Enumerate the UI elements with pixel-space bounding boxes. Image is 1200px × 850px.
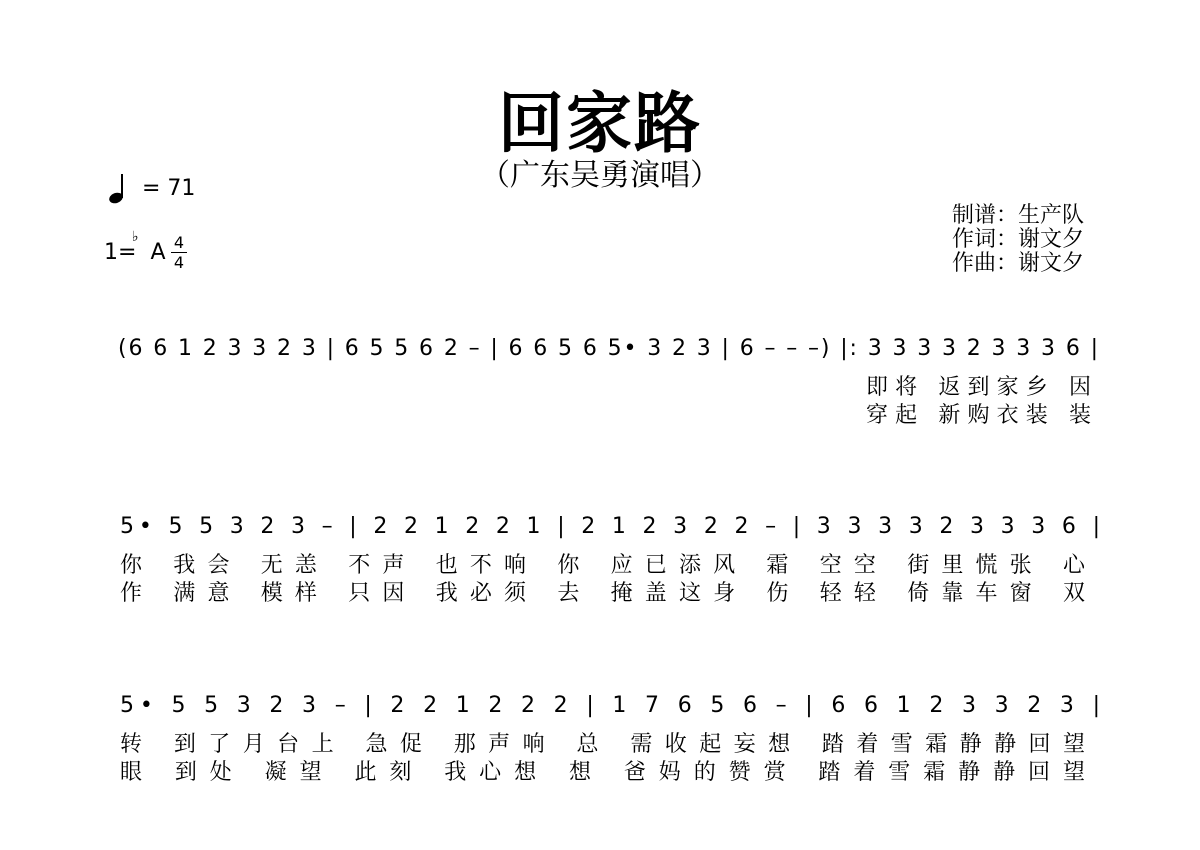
notation-row-3 (120, 693, 1100, 785)
key-prefix: 1= (104, 240, 137, 265)
credit-arranger: 制谱：生产队 (952, 203, 1085, 228)
credit-composer: 作曲：谢文夕 (952, 251, 1085, 276)
credit-lyricist: 作词：谢文夕 (952, 227, 1085, 252)
subtitle: （广东吴勇演唱） (480, 158, 720, 193)
lyric-line: 穿起 新购衣装 装 (866, 403, 1091, 428)
notation-row-2 (120, 514, 1100, 606)
flat-sign: ♭ (132, 229, 139, 245)
lyric-line: 转 到了月台上 急促 那声响 总 需收起妄想 踏着雪霜静静回望 (120, 732, 1086, 757)
page-title: 回家路 (498, 85, 702, 162)
time-signature-bottom: 4 (173, 253, 185, 272)
notation-row-1 (118, 336, 1098, 428)
lyric-line: 作 满意 模样 只因 我必须 去 掩盖这身 伤 轻轻 倚靠车窗 双 (120, 581, 1085, 606)
tempo-marking: = 71 (142, 176, 196, 201)
note-line: (6 6 1 2 3 3 2 3 | 6 5 5 6 2 – | 6 6 5 6 5• 3 2 3 | 6 – – –) |: 3 3 3 3 2 3 3 3 6 | (118, 336, 1098, 361)
note-line: 5• 5 5 3 2 3 – | 2 2 1 2 2 1 | 2 1 2 3 2 2 – | 3 3 3 3 2 3 3 3 6 | (120, 514, 1101, 539)
key-letter: A (150, 240, 166, 265)
lyric-line: 你 我会 无恙 不声 也不响 你 应已添风 霜 空空 街里慌张 心 (120, 553, 1085, 578)
time-signature-top: 4 (173, 233, 185, 252)
lyric-line: 即将 返到家乡 因 (866, 375, 1091, 400)
lyric-line: 眼 到处 凝望 此刻 我心想 想 爸妈的赞赏 踏着雪霜静静回望 (120, 760, 1086, 785)
note-line: 5• 5 5 3 2 3 – | 2 2 1 2 2 2 | 1 7 6 5 6 – | 6 6 1 2 3 3 2 3 | (120, 693, 1100, 718)
